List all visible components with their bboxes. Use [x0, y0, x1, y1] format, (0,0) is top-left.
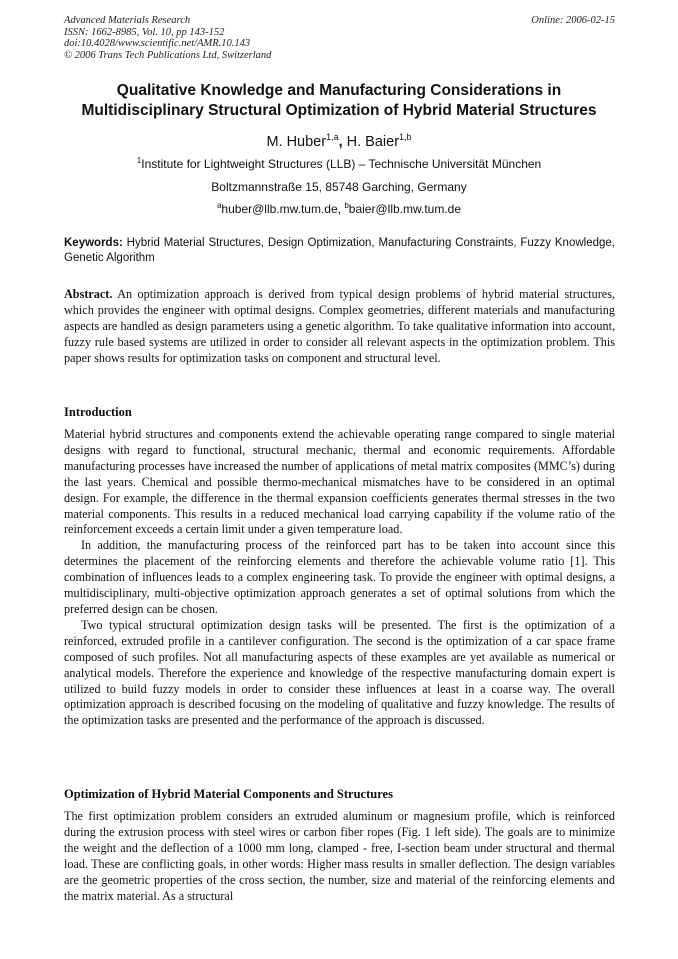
- affiliation-institute: [40, 157, 638, 171]
- journal-name: Advanced Materials Research: [64, 15, 191, 26]
- keywords-label: Keywords:: [64, 237, 123, 249]
- email-mark: a: [216, 201, 222, 210]
- journal-header: [64, 15, 615, 61]
- copyright-line: © 2006 Trans Tech Publications Ltd, Switzerland: [64, 49, 272, 61]
- author-list: [40, 133, 638, 151]
- abstract: [64, 287, 615, 367]
- institute-name: Institute for Lightweight Structures (LLB) – Technische Universität München: [141, 157, 542, 171]
- introduction-body: [64, 427, 615, 729]
- title-line-1: Qualitative Knowledge and Manufacturing Considerations in: [116, 82, 562, 99]
- section-heading: Introduction: [64, 405, 132, 419]
- author-affiliation-mark: 1,b: [399, 132, 412, 142]
- section-body: [64, 809, 615, 904]
- doi-line: doi:10.4028/www.scientific.net/AMR.10.143: [64, 38, 251, 49]
- paragraph: The first optimization problem considers an extruded aluminum or magnesium profile, which is reinforced during the extrusion process with steel wires or carbon fiber ropes (Fig. 1 left side). The goals are to minimize the weight and the deflection of a 1000 mm long, clamped - free, I-section beam under structural and thermal load. These are conflicting goals, in other words: Higher mass results in smaller deflection. The design variables are the geometric properties of the cross section, the number, size and material of the reinforcing elements and the matrix material. As a structural: [64, 809, 615, 903]
- author-name: H. Baier: [346, 134, 400, 150]
- abstract-label: Abstract.: [64, 287, 113, 301]
- author-name: M. Huber: [266, 134, 327, 150]
- title-line-2: Multidisciplinary Structural Optimization of Hybrid Material Structures: [81, 102, 597, 119]
- affiliation-address: Boltzmannstraße 15, 85748 Garching, Germany: [211, 180, 467, 194]
- author-affiliation-mark: 1,a: [326, 132, 339, 142]
- paper-title: [40, 81, 638, 121]
- paragraph: Material hybrid structures and components extend the achievable operating range compared to single material designs with regard to functional, structural mechanic, thermal and economic requirements. Affordable manufacturing processes have increased the number of applications of metal matrix composites (MMC’s) during the last years. Chemical and possible thermo-mechanical mismatches have to be considered in an optimal design. For example, the difference in the thermal expansion coefficients generates thermal stresses in the two material components. This results in a reduced mechanical load carrying capability if the volume ratio of the reinforcement exceeds a certain limit under a given temperature load.: [64, 427, 615, 537]
- abstract-text: An optimization approach is derived from typical design problems of hybrid material structures, which provides the engineer with optimal designs. Complex geometries, different materials and manufacturing aspects are handled as design parameters using a genetic algorithm. To take qualitative information into account, fuzzy rule based systems are utilized in order to consider all relevant aspects in the optimization problem. This paper shows results for optimization tasks on component and structural level.: [64, 287, 615, 365]
- paragraph: Two typical structural optimization design tasks will be presented. The first is the optimization of a reinforced, extruded profile in a cantilever configuration. The second is the optimization of a car space frame composed of such profiles. Not all manufacturing aspects of these examples are yet available as numerical or analytical models. Therefore the experience and knowledge of the respective manufacturing domain expert is utilized to build fuzzy models in order to consider these influences at least in a coarse way. The overall optimization approach is described focusing on the modeling of qualitative and fuzzy knowledge. The results of the optimization tasks are presented and the performance of the approach is discussed.: [64, 617, 615, 728]
- issn-line: ISSN: 1662-8985, Vol. 10, pp 143-152: [64, 26, 225, 38]
- online-date: Online: 2006-02-15: [531, 15, 615, 26]
- affiliation-emails: [40, 202, 638, 216]
- paragraph: In addition, the manufacturing process of the reinforced part has to be taken into account since this determines the placement of the reinforcing elements and therefore the achievable volume ratio [1]. This combination of influences leads to a complex engineering task. To provide the engineer with optimal designs, a multidisciplinary, multi-objective optimization approach generates a set of optimal solutions from which the preferred design can be chosen.: [64, 538, 615, 616]
- keywords-text: Hybrid Material Structures, Design Optimization, Manufacturing Constraints, Fuzzy Knowledge, Genetic Algorithm: [64, 237, 615, 264]
- email-link: huber@llb.mw.tum.de,: [221, 202, 345, 216]
- email-link: baier@llb.mw.tum.de: [348, 202, 462, 216]
- keywords: [64, 236, 615, 265]
- email-mark: b: [344, 201, 349, 210]
- affiliation-mark: 1: [136, 156, 142, 165]
- section-heading: Optimization of Hybrid Material Components and Structures: [64, 787, 393, 801]
- author-separator: ,: [338, 134, 347, 150]
